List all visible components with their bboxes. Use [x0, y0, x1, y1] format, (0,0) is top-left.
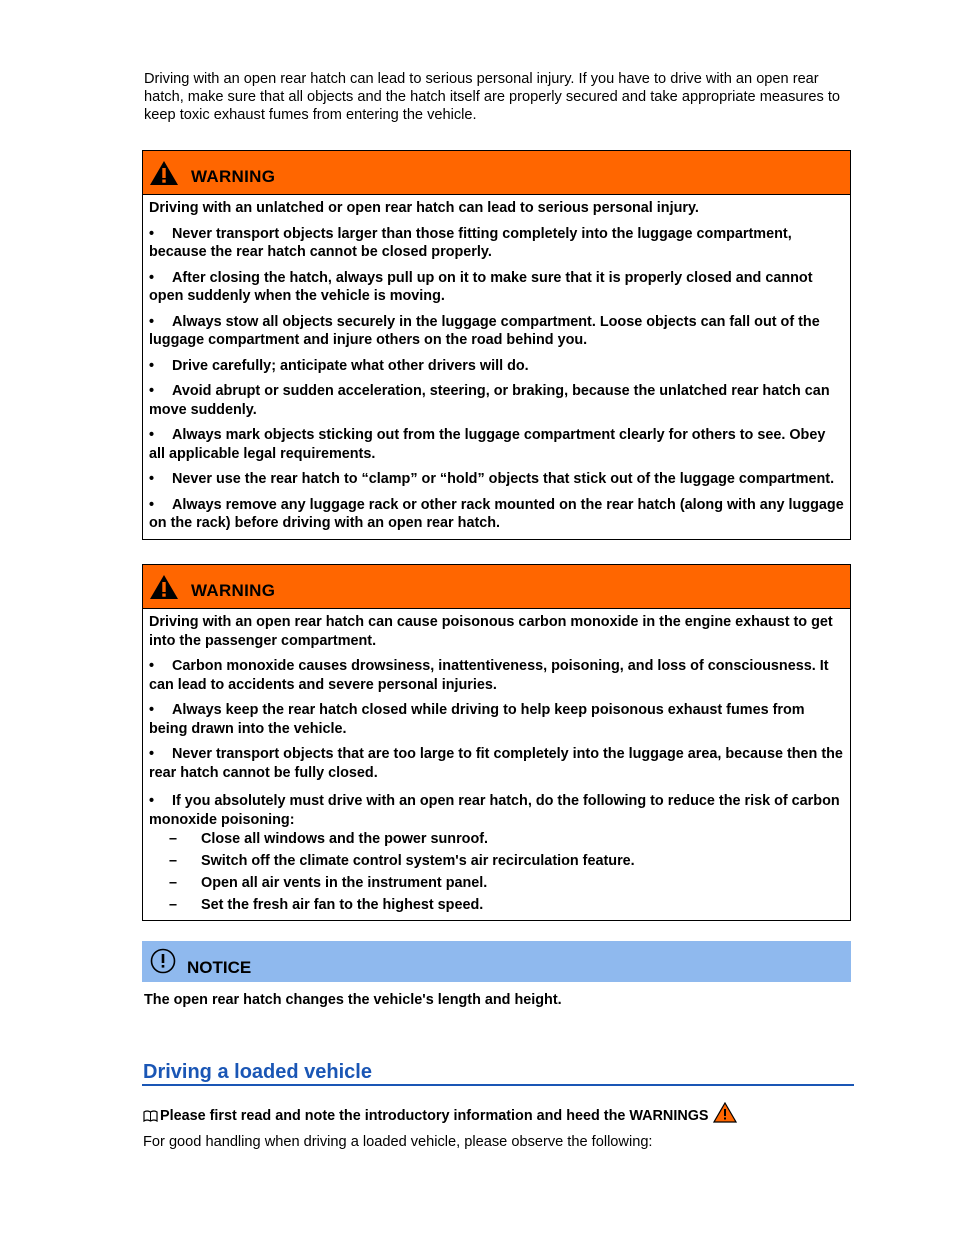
- bullet-icon: •: [149, 383, 155, 399]
- warning-triangle-icon: [149, 574, 179, 600]
- notice-text: The open rear hatch changes the vehicle's length and height.: [144, 992, 562, 1008]
- warning-bullet: • Avoid abrupt or sudden acceleration, steering, or braking, because the unlatched rear hatch can move suddenly.: [149, 383, 830, 418]
- intro-paragraph: Driving with an open rear hatch can lead to serious personal injury. If you have to drive with an open rear hatch, make sure that all objects and the hatch itself are properly secured and take appropriate measures to keep toxic exhaust fumes from entering the vehicle.: [144, 71, 841, 123]
- warning-bullet: • Always mark objects sticking out from the luggage compartment clearly for others to see. Obey all applicable legal requirements.: [149, 427, 826, 462]
- book-reference-icon: [143, 1109, 158, 1122]
- warning-lead: Driving with an open rear hatch can cause poisonous carbon monoxide in the engine exhaust to get into the passenger compartment.: [149, 614, 833, 649]
- warning-triangle-icon[interactable]: [713, 1102, 737, 1123]
- steps-list: [149, 831, 844, 914]
- warning-triangle-icon: [149, 160, 179, 186]
- section-heading: Driving a loaded vehicle: [143, 1061, 372, 1083]
- reference-text: Please first read and note the introductory information and heed the WARNINGS: [160, 1108, 709, 1124]
- bullet-icon: •: [149, 471, 155, 487]
- step-item: – Switch off the climate control system's air recirculation feature.: [169, 853, 635, 869]
- warning-lead: Driving with an unlatched or open rear hatch can lead to serious personal injury.: [149, 200, 699, 216]
- warning-bullet: • Always remove any luggage rack or other rack mounted on the rear hatch (along with any luggage on the rack) before driving with an open rear hatch.: [149, 496, 844, 531]
- reference-line[interactable]: [143, 1102, 843, 1126]
- notice-title: NOTICE: [187, 958, 252, 977]
- warning-bullet: • Drive carefully; anticipate what other drivers will do.: [149, 357, 529, 374]
- bullet-icon: •: [149, 658, 155, 674]
- bullet-icon: •: [149, 793, 155, 809]
- bullet-icon: •: [149, 269, 155, 286]
- section-divider: [142, 1084, 854, 1086]
- bullet-icon: •: [149, 427, 155, 443]
- exclamation-circle-icon: [149, 947, 177, 975]
- step-item: – Set the fresh air fan to the highest speed.: [169, 897, 484, 913]
- bullet-icon: •: [149, 225, 155, 242]
- step-item: – Open all air vents in the instrument panel.: [169, 875, 488, 891]
- bullet-icon: •: [149, 313, 155, 330]
- followup-paragraph: For good handling when driving a loaded vehicle, please observe the following:: [143, 1134, 653, 1150]
- warning-bullet: • Never transport objects that are too large to fit completely into the luggage area, because then the rear hatch cannot be fully closed.: [149, 746, 843, 781]
- warning-bullet: • Never transport objects larger than those fitting completely into the luggage compartment, because the rear hatch cannot be closed properly.: [149, 225, 792, 260]
- warning-bullet: • Always stow all objects securely in the luggage compartment. Loose objects can fall out of the luggage compartment and injure others on the road behind you.: [149, 313, 820, 348]
- warning-title: WARNING: [191, 581, 276, 600]
- step-item: – Close all windows and the power sunroof.: [169, 831, 489, 847]
- warning-title: WARNING: [191, 167, 276, 186]
- warning-header: [143, 151, 850, 195]
- warning-bullet: • Carbon monoxide causes drowsiness, inattentiveness, poisoning, and loss of consciousness. It can lead to accidents and severe personal injuries.: [149, 658, 829, 693]
- warning-box-carbon-monoxide: [142, 564, 851, 921]
- notice-header: [142, 941, 851, 982]
- warning-body: [143, 609, 850, 920]
- warning-box-rear-hatch: [142, 150, 851, 540]
- bullet-icon: •: [149, 746, 155, 762]
- bullet-icon: •: [149, 702, 155, 718]
- bullet-icon: •: [149, 496, 155, 513]
- warning-header: [143, 565, 850, 609]
- warning-bullet: • If you absolutely must drive with an open rear hatch, do the following to reduce the risk of carbon monoxide poisoning:: [149, 793, 840, 828]
- warning-bullet: • After closing the hatch, always pull up on it to make sure that it is properly closed and cannot open suddenly when the vehicle is moving.: [149, 269, 813, 304]
- warning-bullet: • Never use the rear hatch to “clamp” or “hold” objects that stick out of the luggage compartment.: [149, 471, 835, 487]
- warning-body: [143, 195, 850, 539]
- bullet-icon: •: [149, 357, 155, 374]
- warning-bullet: • Always keep the rear hatch closed while driving to help keep poisonous exhaust fumes from being drawn into the vehicle.: [149, 702, 805, 737]
